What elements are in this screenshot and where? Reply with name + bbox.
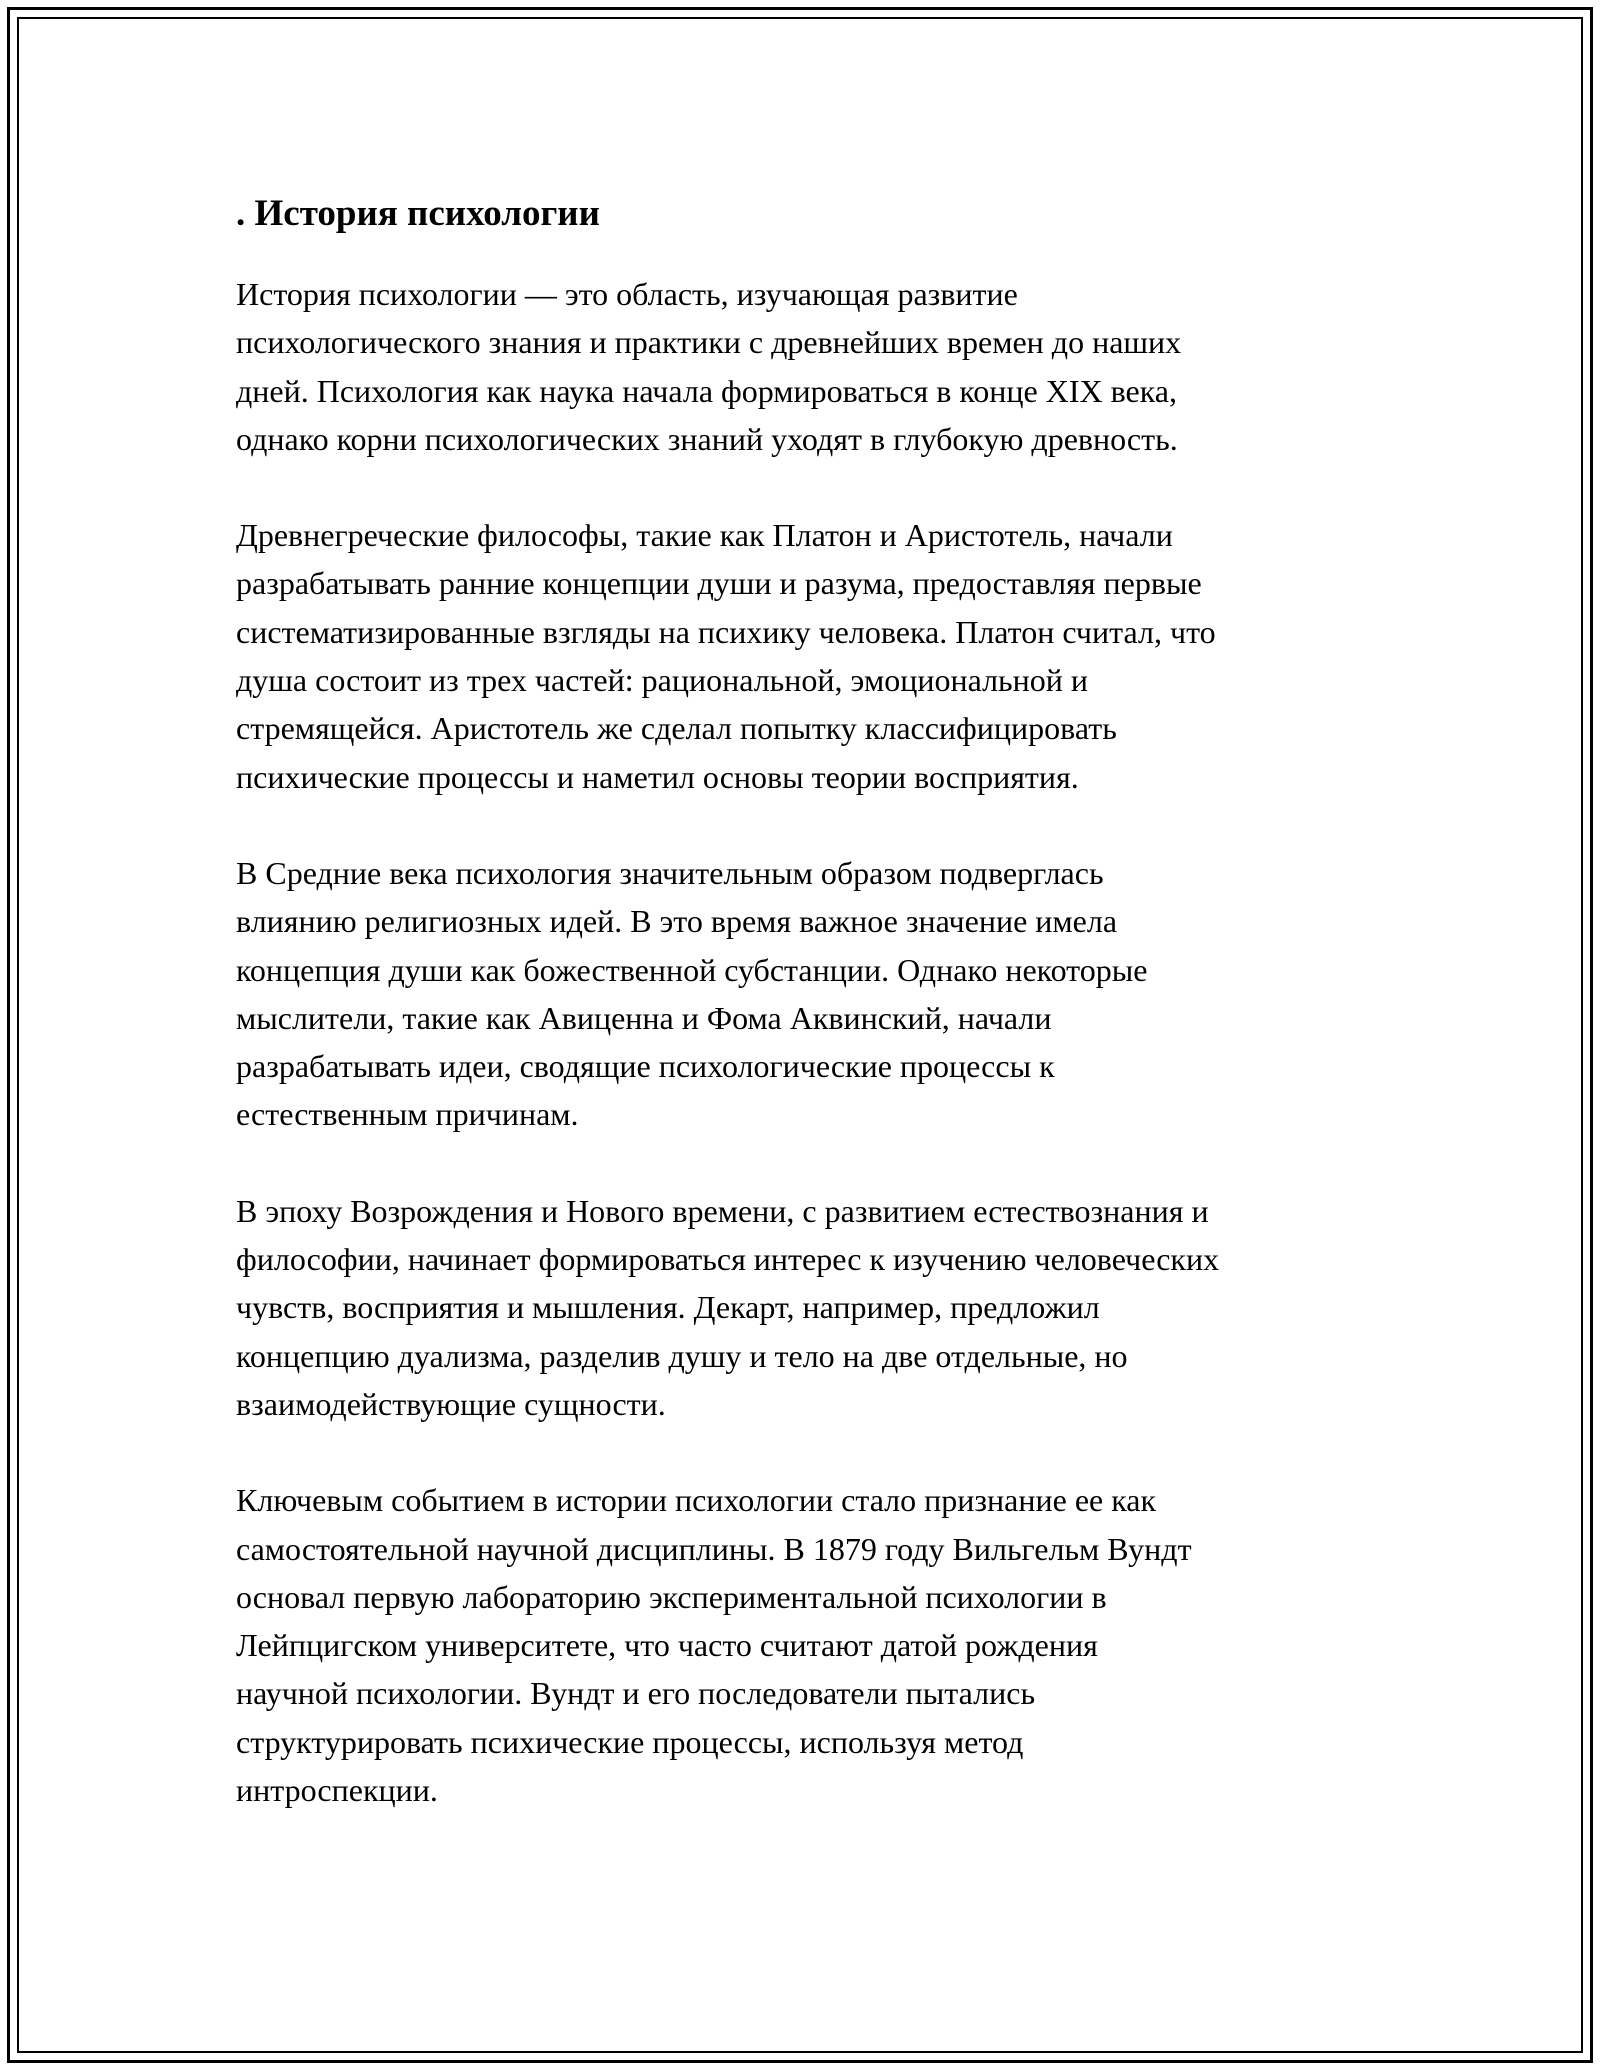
document-title: . История психологии (236, 193, 600, 234)
document-body (236, 188, 1386, 1862)
paragraph-intro: История психологии — это область, изучающая развитие психологического знания и практики с древнейших времен до наших дней. Психология как наука начала формироваться в конце XIX века, однако корни психологических знаний уходят в глубокую древность. (236, 276, 1182, 457)
paragraph-middle-ages: В Средние века психология значительным образом подверглась влиянию религиозных идей. В это время важное значение имела концепция души как божественной субстанции. Однако некоторые мыслители, такие как Авиценна и Фома Аквинский, начали разрабатывать идеи, сводящие психологические процессы к естественным причинам. (236, 854, 1148, 1133)
paragraph-wundt: Ключевым событием в истории психологии стало признание ее как самостоятельной научной дисциплины. В 1879 году Вильгельм Вундт основал первую лабораторию экспериментальной психологии в Лейпцигском университете, что часто считают датой рождения научной психологии. Вундт и его последователи пытались структурировать психические процессы, используя метод интроспекции. (236, 1482, 1192, 1809)
paragraph-ancient-greece: Древнегреческие философы, такие как Платон и Аристотель, начали разрабатывать ранние концепции души и разума, предоставляя первые систематизированные взгляды на психику человека. Платон считал, что душа состоит из трех частей: рациональной, эмоциональной и стремящейся. Аристотель же сделал попытку классифицировать психические процессы и наметил основы теории восприятия. (236, 517, 1216, 795)
paragraph-renaissance: В эпоху Возрождения и Нового времени, с развитием естествознания и философии, начинает формироваться интерес к изучению человеческих чувств, восприятия и мышления. Декарт, например, предложил концепцию дуализма, разделив душу и тело на две отдельные, но взаимодействующие сущности. (236, 1192, 1220, 1422)
